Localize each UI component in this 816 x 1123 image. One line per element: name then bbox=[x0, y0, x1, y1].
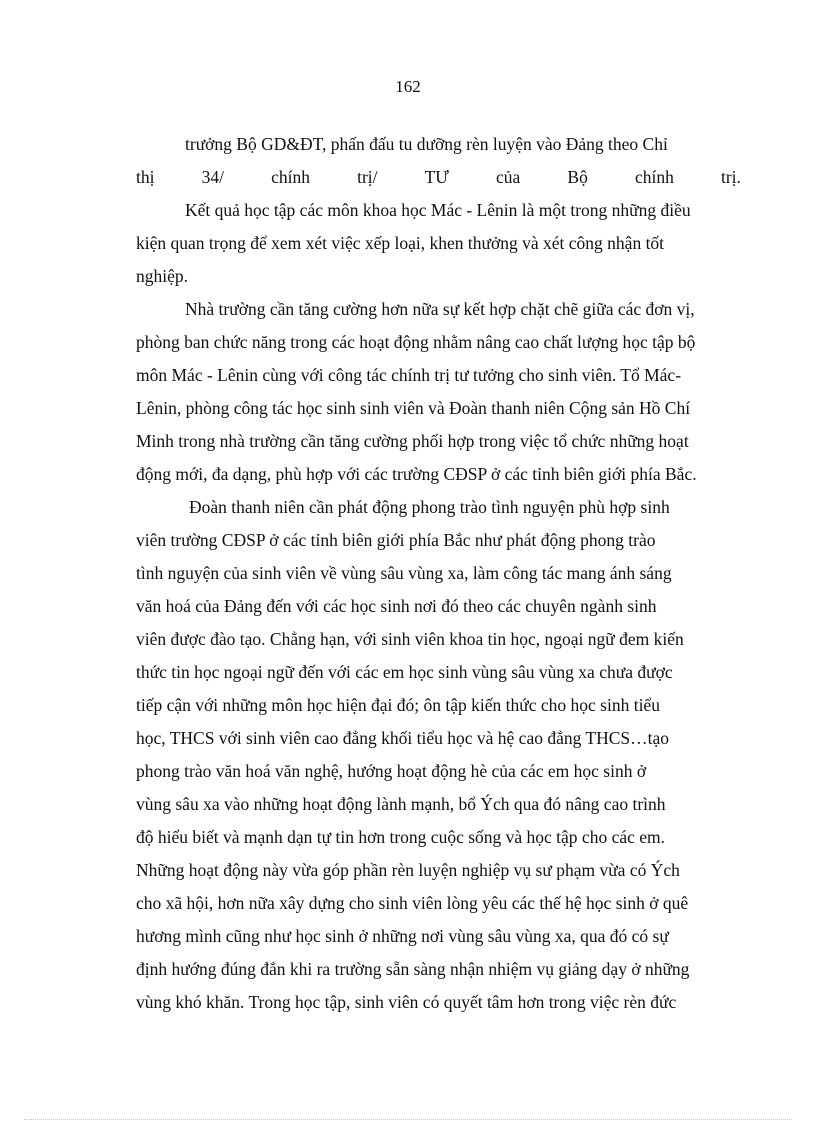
text-line: nghiệp. bbox=[136, 266, 189, 286]
text-line: Những hoạt động này vừa góp phần rèn luyện nghiệp vụ sư phạm vừa có Ých bbox=[136, 860, 680, 880]
word: Bộ bbox=[567, 167, 588, 187]
word: 34/ bbox=[201, 167, 224, 187]
text-line: động mới, đa dạng, phù hợp với các trường CĐSP ở các tỉnh biên giới phía Bắc. bbox=[136, 464, 697, 484]
text-line: học, THCS với sinh viên cao đẳng khối tiểu học và hệ cao đẳng THCS…tạo bbox=[136, 728, 670, 748]
text-line: viên được đào tạo. Chẳng hạn, với sinh viên khoa tin học, ngoại ngữ đem kiến bbox=[136, 629, 684, 649]
text-line: tình nguyện của sinh viên về vùng sâu vùng xa, làm công tác mang ánh sáng bbox=[136, 563, 672, 583]
text-line: phòng ban chức năng trong các hoạt động nhằm nâng cao chất lượng học tập bộ bbox=[136, 332, 696, 352]
word: trị. bbox=[720, 167, 741, 187]
text-line: cho xã hội, hơn nữa xây dựng cho sinh viên lòng yêu các thế hệ học sinh ở quê bbox=[136, 893, 689, 913]
text-line: thức tin học ngoại ngữ đến với các em học sinh vùng sâu vùng xa chưa được bbox=[136, 662, 673, 682]
text-line: trưởng Bộ GD&ĐT, phấn đấu tu dưỡng rèn luyện vào Đảng theo Chỉ bbox=[185, 134, 668, 154]
text-line: viên trường CĐSP ở các tỉnh biên giới phía Bắc như phát động phong trào bbox=[136, 530, 656, 550]
word: chính bbox=[634, 167, 674, 187]
text-line-justified bbox=[136, 161, 741, 194]
word: trị/ bbox=[357, 167, 378, 187]
word: của bbox=[496, 167, 521, 187]
text-line: tiếp cận với những môn học hiện đại đó; ôn tập kiến thức cho học sinh tiểu bbox=[136, 695, 660, 715]
word: thị bbox=[136, 167, 155, 187]
text-line: vùng khó khăn. Trong học tập, sinh viên có quyết tâm hơn trong việc rèn đức bbox=[136, 992, 677, 1012]
text-line: định hướng đúng đắn khi ra trường sẵn sàng nhận nhiệm vụ giảng dạy ở những bbox=[136, 959, 690, 979]
text-line: Đoàn thanh niên cần phát động phong trào tình nguyện phù hợp sinh bbox=[189, 497, 670, 517]
text-line: Lênin, phòng công tác học sinh sinh viên và Đoàn thanh niên Cộng sản Hồ Chí bbox=[136, 398, 691, 418]
word: TƯ bbox=[424, 167, 449, 187]
text-line: độ hiểu biết và mạnh dạn tự tin hơn trong cuộc sống và học tập cho các em. bbox=[136, 827, 666, 847]
text-line: Nhà trường cần tăng cường hơn nữa sự kết hợp chặt chẽ giữa các đơn vị, bbox=[185, 299, 695, 319]
text-line: hương mình cũng như học sinh ở những nơi vùng sâu vùng xa, qua đó có sự bbox=[136, 926, 669, 946]
text-line: Minh trong nhà trường cần tăng cường phối hợp trong việc tổ chức những hoạt bbox=[136, 431, 689, 451]
text-line: văn hoá của Đảng đến với các học sinh nơi đó theo các chuyên ngành sinh bbox=[136, 596, 657, 616]
word: chính bbox=[271, 167, 310, 187]
page-number: 162 bbox=[395, 77, 421, 96]
text-line: kiện quan trọng để xem xét việc xếp loại, khen thưởng và xét công nhận tốt bbox=[136, 233, 665, 253]
text-line: môn Mác - Lênin cùng với công tác chính trị tư tưởng cho sinh viên. Tổ Mác- bbox=[136, 365, 682, 385]
text-line: vùng sâu xa vào những hoạt động lành mạnh, bổ Ých qua đó nâng cao trình bbox=[136, 794, 666, 814]
page-bottom-divider bbox=[24, 1119, 792, 1120]
text-line: Kết quả học tập các môn khoa học Mác - Lênin là một trong những điều bbox=[185, 200, 691, 220]
body-text bbox=[136, 128, 741, 1019]
text-line: phong trào văn hoá văn nghệ, hướng hoạt động hè của các em học sinh ở bbox=[136, 761, 647, 781]
